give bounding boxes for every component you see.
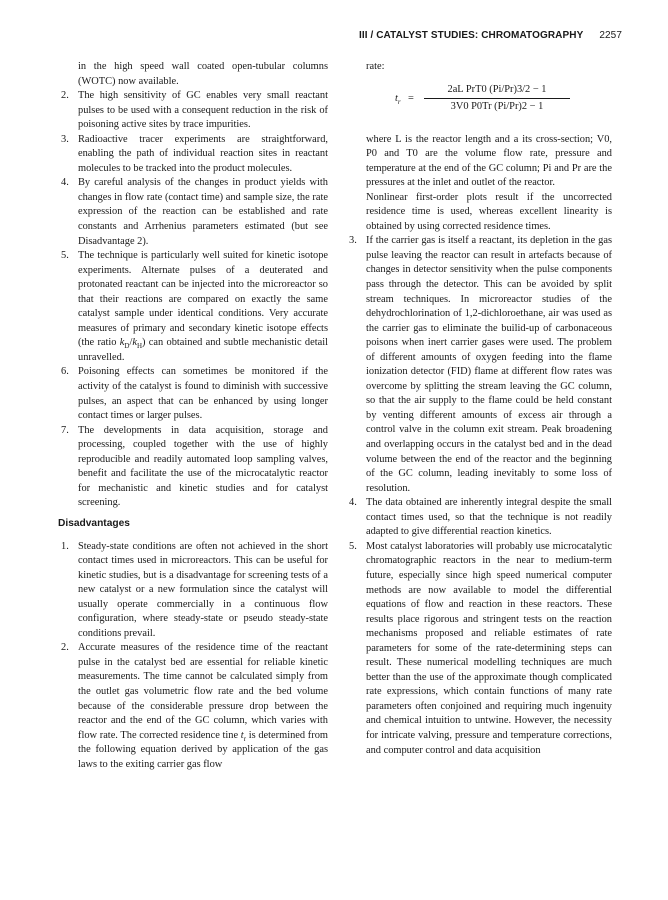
- page-number: 2257: [599, 30, 622, 41]
- residence-time-equation: [346, 75, 612, 133]
- equation-denominator: 3V0 P0Tr (Pi/Pr)2 − 1: [450, 101, 544, 113]
- advantage-1-continuation: in the high speed wall coated open-tubular columns (WOTC) now available.: [78, 61, 328, 87]
- disadvantage-4: 4. The data obtained are inherently integral despite the small contact times used, so that the technique is not readily adapted to give differential reaction kinetics.: [349, 497, 612, 538]
- running-title: III / CATALYST STUDIES: CHROMATOGRAPHY: [358, 30, 584, 41]
- left-column: [58, 60, 328, 772]
- advantage-3: 3. Radioactive tracer experiments are straightforward, enabling the path of individual reaction sites in reactant molecules to be tracked into the product molecules.: [61, 133, 328, 174]
- disadvantage-3: 3. If the carrier gas is itself a reactant, its depletion in the gas pulse leaving the reactor can result in artefacts because of changes in detector sensitivity when the pulse components pass through the detector. This can be avoided by split stream techniques. In microreactor studies of the dehydrochlorination of 1,2-dichloroethane, air was used as the carrier gas to eliminate the builid-up of carbonaceous poisons when inert carrier gases were used. The problem of different amounts of oxygen feeding into the flame ionization detector (FID) flame at different flow rates was overcome by splitting the stream leaving the GC column, so that the air supply to the flame could be held constant by venting different amounts of excess air through a control valve in the column exit stream. Peak broadening and overlapping occurs in the catalyst bed and in the dead volume between the end of the reactor and the beginning of the GC column, leading inevitably to some loss of resolution.: [349, 235, 612, 494]
- nonlinear-paragraph: Nonlinear first-order plots result if the uncorrected residence time is used, whereas excellent linearity is obtained by using corrected residence times.: [366, 191, 612, 232]
- equation-equals: =: [408, 92, 414, 104]
- advantage-5: 5. The technique is particularly well suited for kinetic isotope experiments. Alternate pulses of a deuterated and protonated reactant can be injected into the microreactor so that their reactions are compared on exactly the same catalyst sample under identical conditions. Very accurate measures of primary and secondary kinetic isotope effects (the ratio $k_D/k_H$) can obtained and subtle mechanistic detail unravelled.: [61, 250, 328, 363]
- running-header: [0, 30, 622, 41]
- right-column: [346, 60, 612, 758]
- advantage-2: 2. The high sensitivity of GC enables very small reactant pulses to be used with a consequent reduction in the risk of poisoning active sites by trace impurities.: [61, 90, 328, 131]
- disadvantages-heading: Disadvantages: [58, 517, 130, 529]
- equation-numerator: 2aL PrT0 (Pi/Pr)3/2 − 1: [447, 83, 547, 95]
- disadvantage-2: 2. Accurate measures of the residence time of the reactant pulse in the catalyst bed are essential for reliable kinetic measurements. The time cannot be calculated simply from the outlet gas volumetric flow rate and the bed volume because of the considerable pressure drop between the reactor and the end of the GC column, which varies with flow rate. The corrected residence tine $t_r$ is determined from the following equation derived by application of the gas laws to the exiting carrier gas flow: [61, 642, 328, 770]
- rate-continuation: rate:: [366, 61, 385, 72]
- disadvantage-1: 1. Steady-state conditions are often not achieved in the short contact times used in microreactors. This can be useful for kinetic studies, but is a disadvantage for screening tests of a new catalyst or a new formulation since the catalyst will usually operate commercially in a continuous flow configuration, where steady-state or pseudo steady-state conditions prevail.: [61, 540, 328, 639]
- where-paragraph: where L is the reactor length and a its cross-section; V0, P0 and T0 are the volume flow rate, pressure and temperature at the end of the GC column; Pi and Pr are the pressures at the inlet and outlet of the reactor.: [366, 133, 612, 189]
- advantage-6: 6. Poisoning effects can sometimes be monitored if the activity of the catalyst is found to diminish with successive pulses, an aspect that can be enhanced by using longer contact times or larger pulses.: [61, 366, 328, 422]
- equation-fraction: [422, 83, 572, 115]
- advantage-7: 7. The developments in data acquisition, storage and processing, coupled together with the use of highly reproducible and readily automated loop sampling valves, benefit and facilitate the use of the microcatalytic reactor for mechanistic and kinetic studies and for catalyst screening.: [61, 424, 328, 509]
- equation-lhs: $t_r$: [395, 92, 401, 106]
- disadvantage-5: 5. Most catalyst laboratories will probably use microcatalytic chromatographic reactors in the near to medium-term future, especially since high speed numerical computer methods are now available to model the differential equations of flow and reaction in these reactors. These results place rigorous and stringent tests on the reaction mechanisms proposed and reliable estimates of rate parameters for some of the rate-determining steps can result. These numerical modelling techniques are much better than the use of the approximate though complicated rate expressions, which contain functions of many rate parameters often conjoined and requiring much ingenuity and chemical intuition to untwine. However, the necessity for intricate valving, pressure and temperature corrections, and computer control and data acquisition: [349, 540, 612, 756]
- advantage-4: 4. By careful analysis of the changes in product yields with changes in flow rate (contact time) and sample size, the rate expression of the reaction can be established and rate constants and Arrhenius parameters estimated (but see Disadvantage 2).: [61, 177, 328, 247]
